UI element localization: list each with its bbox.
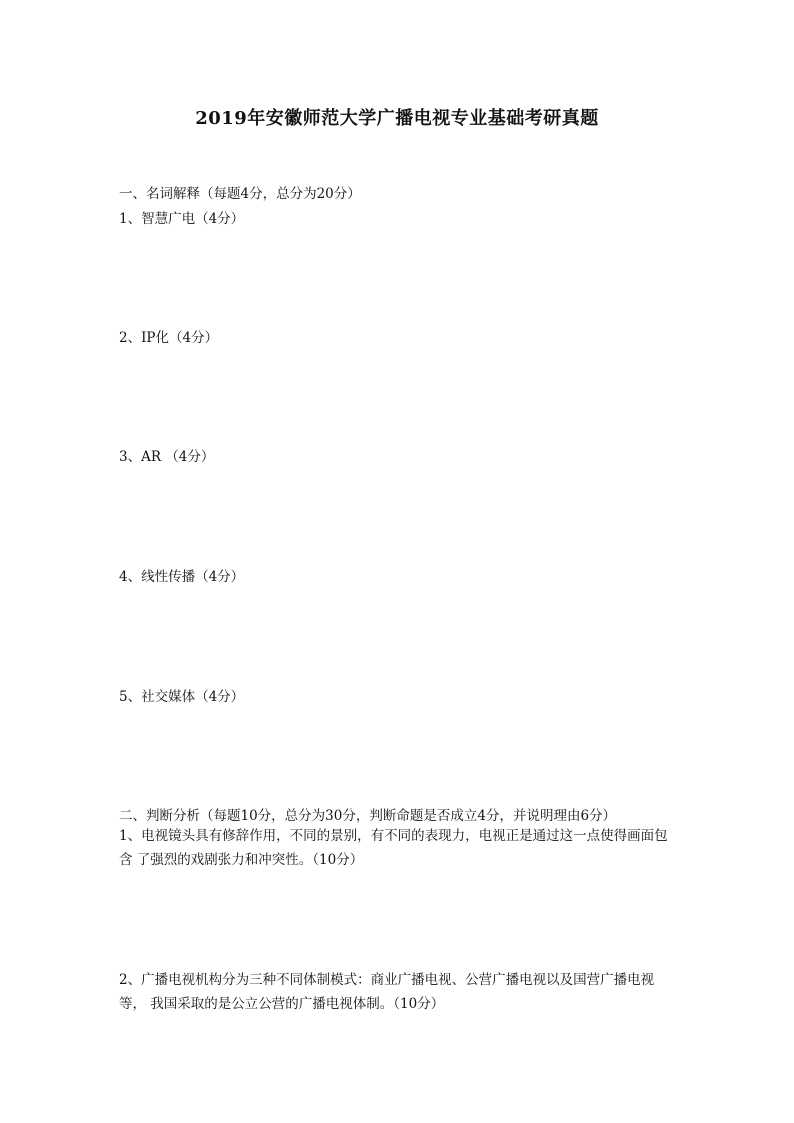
section1-heading: 一、名词解释（每题4分，总分为20分） [119,186,361,202]
question-1-5: 5、社交媒体（4分） [119,689,245,705]
section2-heading: 二、判断分析（每题10分，总分为30分，判断命题是否成立4分，并说明理由6分） [119,808,617,824]
question-1-3: 3、AR （4分） [119,449,215,465]
document-title: 2019年安徽师范大学广播电视专业基础考研真题 [195,108,599,129]
question-1-2: 2、IP化（4分） [119,330,219,346]
question-2-1: 1、电视镜头具有修辞作用，不同的景别，有不同的表现力，电视正是通过这一点使得画面包含 了强烈的戏剧张力和冲突性。（10分） [119,828,668,868]
question-2-2: 2、广播电视机构分为三种不同体制模式：商业广播电视、公营广播电视以及国营广播电视等， 我国采取的是公立公营的广播电视体制。（10分） [119,972,655,1012]
question-1-1: 1、智慧广电（4分） [119,211,245,227]
question-1-4: 4、线性传播（4分） [119,569,245,585]
